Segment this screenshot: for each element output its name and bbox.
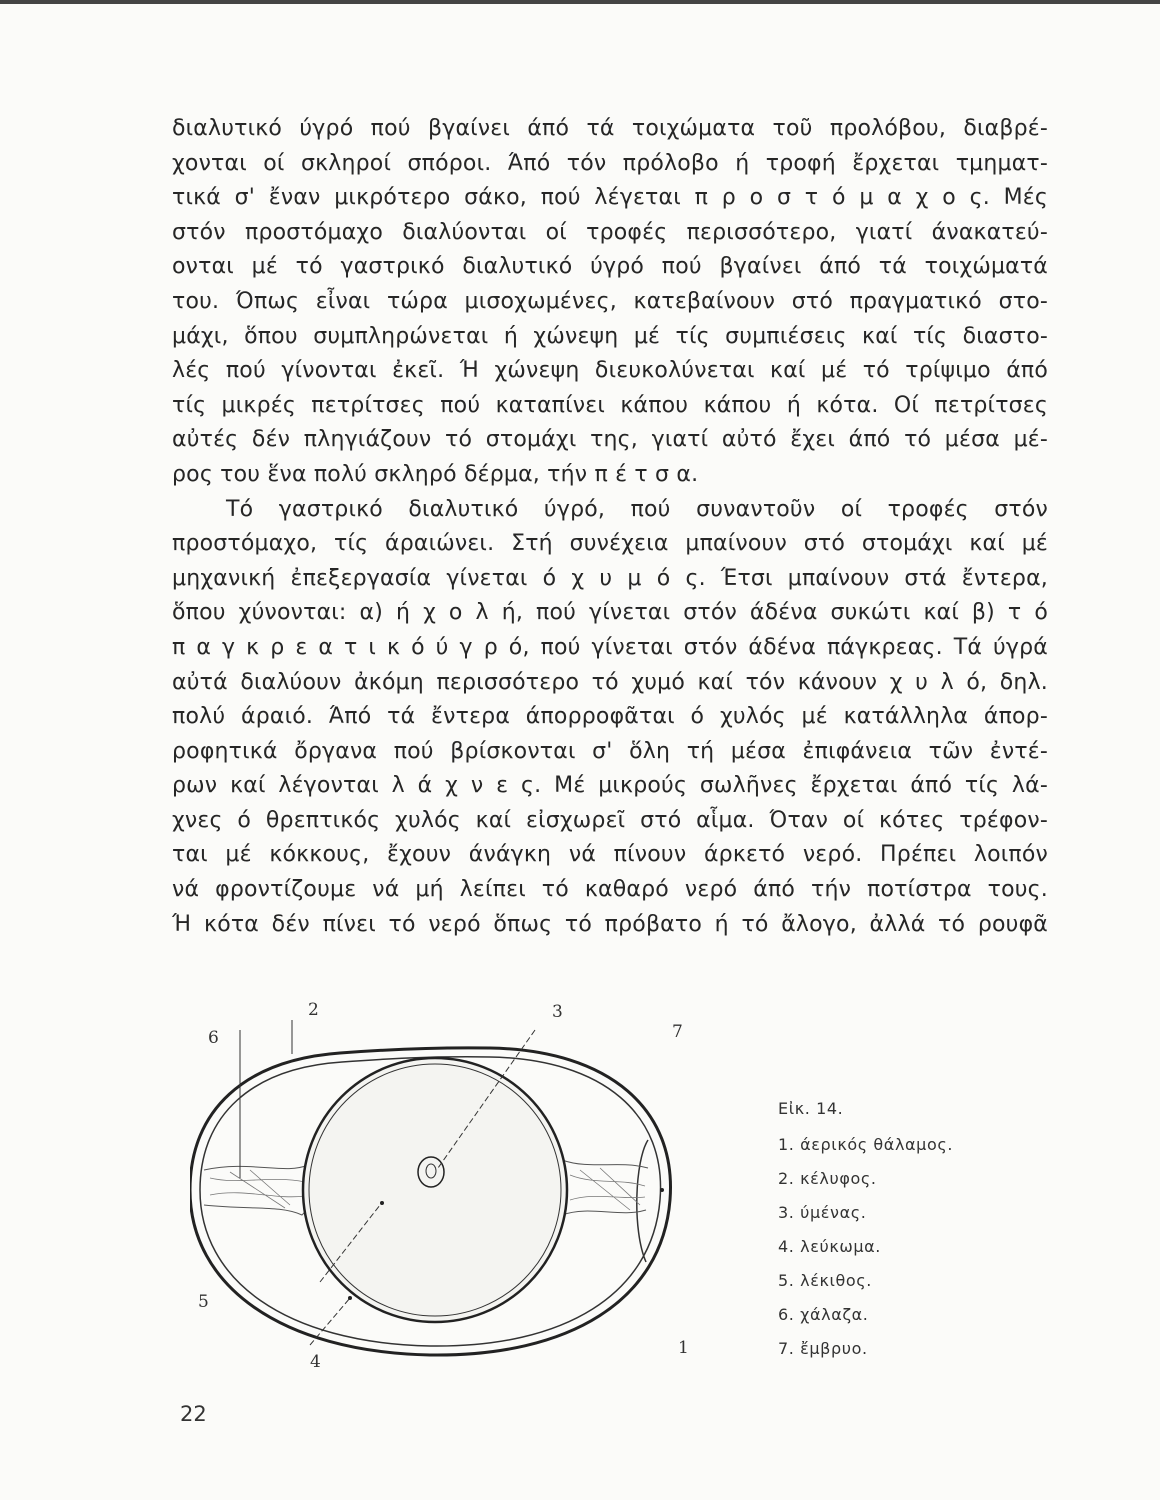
term-bile: χ ο λ ή (423, 600, 516, 626)
text-line: ται μέ κόκκους, ἔχουν άνάγκη νά πίνουν άρκετό νερό. Πρέπει λοιπόν (172, 842, 1048, 868)
term-villi: λ ά χ ν ε ς (391, 773, 535, 799)
text-line: Ή κότα δέν πίνει τό νερό ὅπως τό πρόβατο ή τό ἄλογο, ἀλλά τό ρουφᾶ (172, 911, 1048, 937)
text-span: ὅπου χύνονται: α) ή (172, 600, 411, 626)
text-span: . Μές (982, 185, 1049, 211)
fig-number-7: 7 (672, 1022, 683, 1042)
text-line: αὐτές δέν πληγιάζουν τό στομάχι της, γιατί αὐτό ἔχει άπό τό μέσα μέ- (172, 427, 1048, 453)
text-line (172, 181, 1048, 216)
text-line: ρος του ἕνα πολύ σκληρό δέρμα, τήν π έ τ σ α. (172, 461, 699, 487)
text-line (172, 596, 1048, 631)
leader-4 (310, 1298, 350, 1345)
chalaza-right-fibers (570, 1168, 645, 1210)
figure-legend (778, 1092, 953, 1366)
term-proventriculus: π ρ ο σ τ ό μ α χ ο ς (694, 185, 983, 211)
fig-number-6: 6 (208, 1028, 219, 1048)
body-text (172, 112, 1048, 942)
text-span: αὐτά διαλύουν ἀκόμη περισσότερο τό χυμό καί τόν κάνουν (172, 669, 878, 695)
fig-number-2: 2 (308, 1000, 319, 1020)
text-line: νά φροντίζουμε νά μή λείπει τό καθαρό νερό άπό τήν ποτίστρα τους. (172, 877, 1048, 903)
text-line: χονται οί σκληροί σπόροι. Άπό τόν πρόλοβο ή τροφή ἔρχεται τμηματ- (172, 150, 1048, 176)
text-line: διαλυτικό ύγρό πού βγαίνει άπό τά τοιχώματα τοῦ προλόβου, διαβρέ- (172, 116, 1048, 141)
text-span: . Έτσι μπαίνουν στά ἔντερα, (698, 565, 1048, 591)
egg-cross-section-icon (190, 1000, 730, 1400)
chalaza-right (562, 1160, 648, 1215)
page-top-edge (0, 0, 1160, 4)
legend-item: 3. ύμένας. (778, 1203, 867, 1222)
text-line (172, 631, 1048, 666)
legend-item: 1. άερικός θάλαμος. (778, 1135, 954, 1154)
text-line: Τό γαστρικό διαλυτικό ύγρό, πού συναντοῦν οί τροφές στόν (226, 496, 1048, 522)
text-line (172, 562, 1048, 597)
text-span: , πού γίνεται στόν άδένα πάγκρεας. Τά ύγρά (522, 634, 1048, 660)
chalaza-left-fibers (210, 1170, 305, 1208)
air-cell-dot (660, 1188, 664, 1192)
text-span: τικά σ' ἔναν μικρότερο σάκο, πού λέγεται (172, 185, 681, 211)
air-cell (637, 1140, 648, 1262)
yolk-dot (380, 1201, 384, 1205)
text-line: πολύ άραιό. Άπό τά ἔντερα άπορροφᾶται ό χυλός μέ κατάλληλα άπορ- (172, 704, 1048, 730)
text-line: ροφητικά ὄργανα πού βρίσκονται σ' ὅλη τή μέσα ἐπιφάνεια τῶν ἐντέ- (172, 738, 1048, 764)
text-line: του. Όπως εἶναι τώρα μισοχωμένες, κατεβαίνουν στό πραγματικό στο- (172, 288, 1048, 314)
text-line: λές πού γίνονται ἐκεῖ. Ή χώνεψη διευκολύνεται καί μέ τό τρίψιμο άπό (172, 358, 1048, 384)
text-line: μάχι, ὅπου συμπληρώνεται ή χώνεψη μέ τίς συμπιέσεις καί τίς διαστο- (172, 323, 1048, 349)
text-span: ρων καί λέγονται (172, 773, 379, 799)
text-line: προστόμαχο, τίς άραιώνει. Στή συνέχεια μπαίνουν στό στομάχι καί μέ (172, 531, 1048, 557)
text-line: στόν προστόμαχο διαλύονται οί τροφές περισσότερο, γιατί άνακατεύ- (172, 219, 1048, 245)
egg-diagram (190, 1000, 730, 1400)
text-line: χνες ό θρεπτικός χυλός καί εἰσχωρεῖ στό αἷμα. Όταν οί κότες τρέφον- (172, 807, 1048, 833)
term-pancreatic-article: τ ό (1007, 600, 1048, 626)
term-pancreatic-juice: π α γ κ ρ ε α τ ι κ ό ύ γ ρ ό (172, 634, 523, 660)
term-chyme: χ υ μ ό ς (571, 565, 699, 591)
yolk-outer (303, 1058, 567, 1322)
fig-number-4: 4 (310, 1352, 321, 1372)
text-span: ρος του ἕνα πολύ σκληρό δέρμα, τήν (172, 461, 588, 487)
legend-item: 7. ἔμβρυο. (778, 1339, 868, 1358)
term-chyle: χ υ λ ό (889, 669, 981, 695)
text-span: , δηλ. (980, 669, 1048, 695)
fig-number-3: 3 (552, 1002, 563, 1022)
text-span: μηχανική ἐπεξεργασία γίνεται ό (172, 565, 557, 591)
fig-number-1: 1 (678, 1338, 689, 1358)
text-line: τίς μικρές πετρίτσες πού καταπίνει κάπου κάπου ή κότα. Οί πετρίτσες (172, 392, 1048, 418)
text-line (172, 666, 1048, 701)
legend-item: 2. κέλυφος. (778, 1169, 877, 1188)
page-number: 22 (180, 1402, 207, 1426)
legend-item: 4. λεύκωμα. (778, 1237, 881, 1256)
text-span: , πού γίνεται στόν άδένα συκώτι καί β) (515, 600, 995, 626)
fig-number-5: 5 (198, 1292, 209, 1312)
text-span: . Μέ μικρούς σωλῆνες ἔρχεται άπό τίς λά- (534, 773, 1048, 799)
paragraph-2 (172, 493, 1048, 943)
legend-item: 5. λέκιθος. (778, 1271, 872, 1290)
term-gizzard-skin: π έ τ σ α (594, 461, 692, 487)
text-line (172, 769, 1048, 804)
paragraph-1 (172, 112, 1048, 493)
text-line: ονται μέ τό γαστρικό διαλυτικό ύγρό πού βγαίνει άπό τά τοιχώματά (172, 254, 1048, 280)
figure-caption: Εἰκ. 14. (778, 1099, 844, 1118)
legend-item: 6. χάλαζα. (778, 1305, 869, 1324)
